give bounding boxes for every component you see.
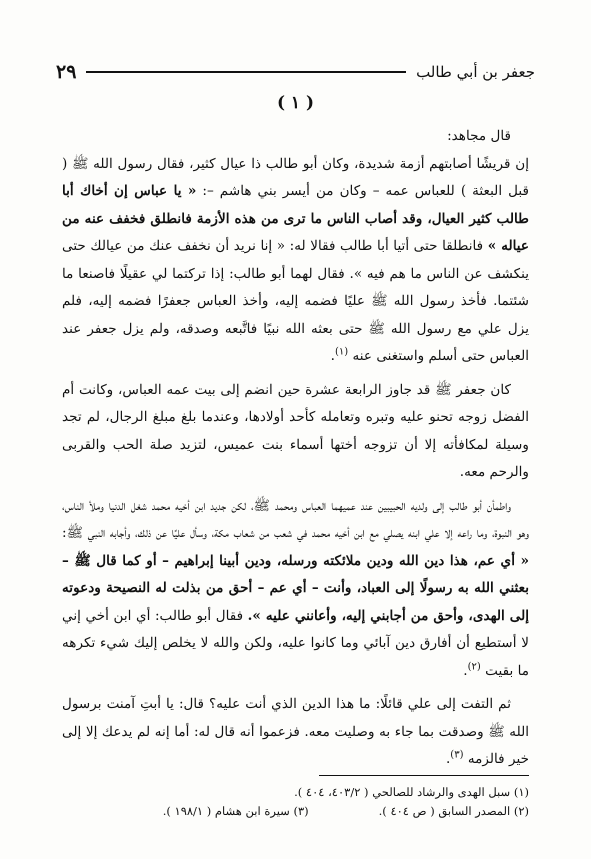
footnotes: [62, 783, 529, 821]
footnote-ref-3: (٣): [450, 749, 464, 761]
page-number: ٢٩: [56, 61, 77, 83]
page-header: [56, 60, 535, 84]
paragraph-intro: قال مجاهد:: [447, 128, 511, 144]
footnote-2: (٢) المصدر السابق ( ص ٤٠٤ ).: [378, 804, 529, 818]
footnote-3: (٣) سيرة ابن هشام ( ١٩٨/١ ).: [162, 804, 309, 818]
paragraph-2: كان جعفر ﷺ قد جاوز الرابعة عشرة حين انضم إلى بيت عمه العباس، وكانت أم الفضل زوجه تحنو عليه وتبره وتعامله كأحد أولادها، وعندما بلغ مبلغ الرجال، لم تجد وسيلة لمكافأته إلا أن تزوجه أختها أسماء بنت عميس، لتزيد صلة الحب والقربى والرحم معه.: [62, 381, 529, 480]
paragraph-1-text-c: فانطلقا حتى أتيا أبا طالب فقالا له: « إنا نريد أن نخفف عنك من عيالك حتى ينكشف عن الناس ما هم فيه ». فقال لهما أبو طالب: إذا تركتما لي عقيلًا فاصنعا ما شئتما. فأخذ رسول الله ﷺ عليًا فضمه إليه، وأخذ العباس جعفرًا فضمه إليه، فلم يزل علي مع رسول الله ﷺ حتى بعثه الله نبيًا فاتَّبعه وصدقه، ولم يزل جعفر عند العباس حتى أسلم واستغنى عنه: [62, 238, 529, 364]
paragraph-3: واطمأن أبو طالب إلى ولديه الحبيبين عند عميهما العباس ومحمد ﷺ، لكن جديد ابن أخيه محمد شغل الدنيا وملأ الناس، وهو النبوة، وما راعه إلا علي ابنه يصلي مع ابن أخيه محمد في شعب من شعاب مكة، وسأل عليًا عن ذلك، وأجابه النبي ﷺ: « أي عم، هذا دين الله ودين ملائكته ورسله، ودين أبينا إبراهيم – أو كما قال ﷺ – بعثني الله به رسولًا إلى العباد، وأنت – أي عم – أحق من بذلت له النصيحة ودعوته إلى الهدى، وأحق من أجابني إليه، وأعانني عليه ». فقال أبو طالب: أي ابن أخي إني لا أستطيع أن أفارق دين آبائي وما كانوا عليه، ولكن والله لا يخلص إليك شيء تكرهه ما بقيت $^{(٢)}$.: [62, 497, 529, 679]
main-text: [62, 123, 529, 774]
footnotes-row: [62, 802, 529, 821]
running-title: جعفر بن أبي طالب: [416, 63, 535, 81]
paragraph-4-text: ثم التفت إلى علي قائلًا: ما هذا الدين الذي أنت عليه؟ قال: يا أبتِ آمنت برسول الله ﷺ وصدقت بما جاء به وصليت معه. فزعموا أنه قال له: أما إنه لم يدعك إلا إلى خير فالزمه: [62, 696, 529, 767]
footnote-ref-1: (١): [335, 346, 349, 358]
section-number: ( ١ ): [276, 93, 315, 113]
footnote-ref-2: (٢): [467, 660, 481, 672]
header-rule: [86, 71, 406, 73]
paragraph-1-text-a: إن قريشًا أصابتهم أزمة شديدة، وكان أبو طالب ذا عيال كثير، فقال رسول الله ﷺ ( قبل البعثة ) للعباس عمه – وكان من أيسر بني هاشم –:: [62, 155, 529, 199]
paragraph-3-text-a: واطمأن أبو طالب إلى ولديه الحبيبين عند عميهما العباس ومحمد ﷺ، لكن جديد ابن أخيه محمد شغل الدنيا وملأ الناس، وهو النبوة، وما راعه إلا علي ابنه يصلي مع ابن أخيه محمد في شعب من شعاب مكة، وسأل عليًا عن ذلك، وأجابه النبي ﷺ:: [62, 497, 529, 541]
paragraph-3-text-c: فقال أبو طالب: أي ابن أخي إني لا أستطيع أن أفارق دين آبائي وما كانوا عليه، ولكن والله لا يخلص إليك شيء تكرهه ما بقيت: [62, 607, 529, 679]
paragraph-4: ثم التفت إلى علي قائلًا: ما هذا الدين الذي أنت عليه؟ قال: يا أبتِ آمنت برسول الله ﷺ وصدقت بما جاء به وصليت معه. فزعموا أنه قال له: أما إنه لم يدعك إلا إلى خير فالزمه $^{(٣)}$.: [62, 696, 529, 767]
prophet-quote-1: « يا عباس إن أخاك أبا طالب كثير العيال، وقد أصاب الناس ما ترى من هذه الأزمة فانطلق فخفف عنه من عياله »: [62, 183, 529, 254]
footnote-1: (١) سبل الهدى والرشاد للصالحي ( ٤٠٣/٢، ٤٠٤ ).: [294, 785, 529, 799]
paragraph-1: إن قريشًا أصابتهم أزمة شديدة، وكان أبو طالب ذا عيال كثير، فقال رسول الله ﷺ ( قبل البعثة ) للعباس عمه – وكان من أيسر بني هاشم –: « يا عباس إن أخاك أبا طالب كثير العيال، وقد أصاب الناس ما ترى من هذه الأزمة فانطلق فخفف عنه من عياله » فانطلقا حتى أتيا أبا طالب فقالا له: « إنا نريد أن نخفف عنك من عيالك حتى ينكشف عن الناس ما هم فيه ». فقال لهما أبو طالب: إذا تركتما لي عقيلًا فاصنعا ما شئتما. فأخذ رسول الله ﷺ عليًا فضمه إليه، وأخذ العباس جعفرًا فضمه إليه، فلم يزل علي مع رسول الله ﷺ حتى بعثه الله نبيًا فاتَّبعه وصدقه، ولم يزل جعفر عند العباس حتى أسلم واستغنى عنه $^{(١)}$.: [62, 155, 529, 364]
footnote-rule: [319, 775, 529, 776]
prophet-quote-2: « أي عم، هذا دين الله ودين ملائكته ورسله، ودين أبينا إبراهيم – أو كما قال ﷺ – بعثني الله به رسولًا إلى العباد، وأنت – أي عم – أحق من بذلت له النصيحة ودعوته إلى الهدى، وأحق من أجابني إليه، وأعانني عليه ».: [62, 552, 529, 624]
